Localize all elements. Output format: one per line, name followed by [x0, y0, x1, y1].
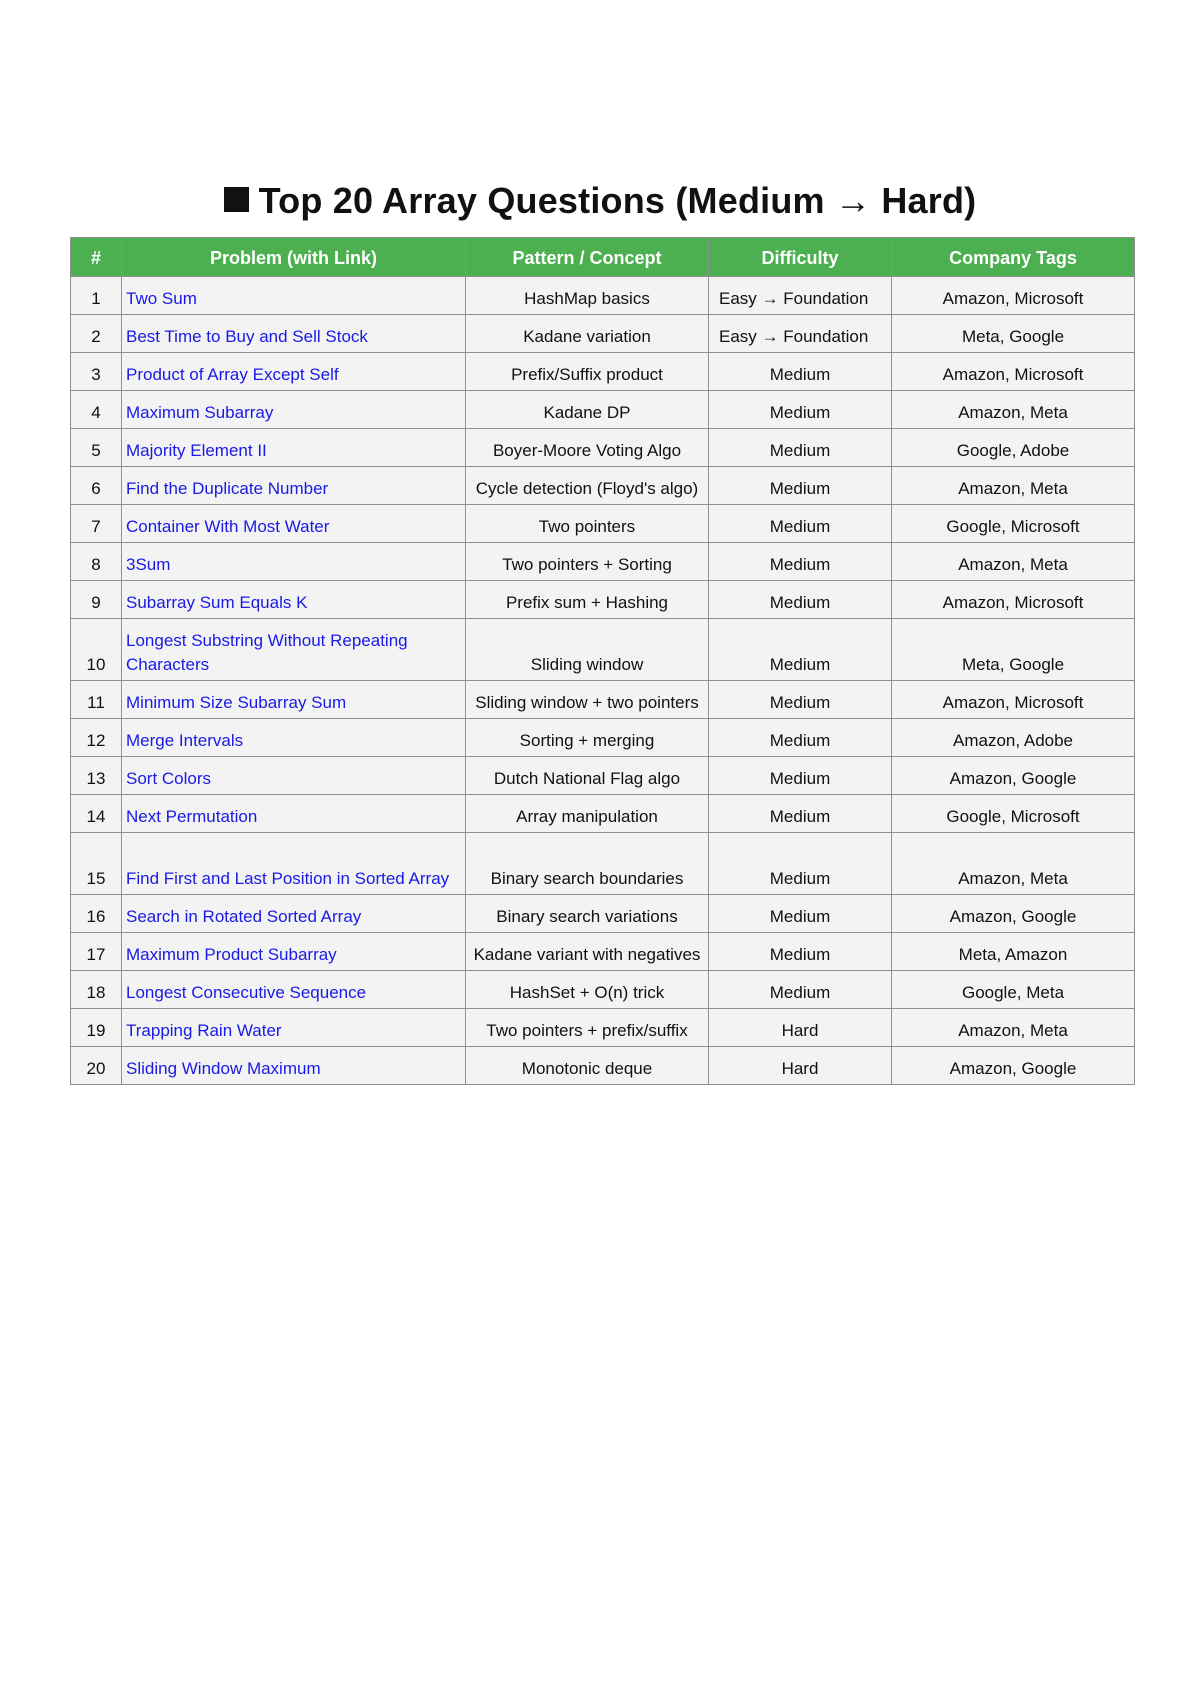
row-number: 19: [71, 1009, 122, 1047]
pattern-cell: Sliding window + two pointers: [466, 681, 709, 719]
header-num: #: [71, 238, 122, 277]
company-tags-cell: Amazon, Microsoft: [892, 277, 1135, 315]
pattern-cell: Kadane variation: [466, 315, 709, 353]
difficulty-cell: Medium: [709, 391, 892, 429]
problem-cell: [122, 315, 466, 353]
company-tags-cell: Amazon, Microsoft: [892, 581, 1135, 619]
problem-link[interactable]: Longest Substring Without Repeating Characters: [126, 631, 408, 674]
table-row: [71, 1009, 1135, 1047]
row-number: 16: [71, 895, 122, 933]
table-row: [71, 933, 1135, 971]
table-row: [71, 1047, 1135, 1085]
row-number: 8: [71, 543, 122, 581]
row-number: 9: [71, 581, 122, 619]
table-row: [71, 353, 1135, 391]
row-number: 12: [71, 719, 122, 757]
header-problem: Problem (with Link): [122, 238, 466, 277]
problem-link[interactable]: Container With Most Water: [126, 517, 330, 536]
row-number: 4: [71, 391, 122, 429]
problem-link[interactable]: Merge Intervals: [126, 731, 244, 750]
company-tags-cell: Amazon, Google: [892, 1047, 1135, 1085]
row-number: 3: [71, 353, 122, 391]
problem-link[interactable]: 3Sum: [126, 555, 171, 574]
table-row: [71, 971, 1135, 1009]
company-tags-cell: Google, Adobe: [892, 429, 1135, 467]
table-row: [71, 719, 1135, 757]
difficulty-cell: Medium: [709, 795, 892, 833]
pattern-cell: Prefix sum + Hashing: [466, 581, 709, 619]
company-tags-cell: Amazon, Meta: [892, 833, 1135, 895]
difficulty-cell: Medium: [709, 971, 892, 1009]
company-tags-cell: Amazon, Adobe: [892, 719, 1135, 757]
row-number: 15: [71, 833, 122, 895]
problem-cell: [122, 543, 466, 581]
difficulty-cell: Easy → Foundation: [709, 315, 892, 353]
difficulty-cell: Medium: [709, 353, 892, 391]
problem-link[interactable]: Longest Consecutive Sequence: [126, 983, 367, 1002]
row-number: 20: [71, 1047, 122, 1085]
difficulty-cell: Medium: [709, 543, 892, 581]
problem-cell: [122, 429, 466, 467]
pattern-cell: Binary search variations: [466, 895, 709, 933]
problem-link[interactable]: Minimum Size Subarray Sum: [126, 693, 347, 712]
table-header-row: [71, 238, 1135, 277]
company-tags-cell: Google, Microsoft: [892, 505, 1135, 543]
problem-cell: [122, 933, 466, 971]
company-tags-cell: Meta, Google: [892, 315, 1135, 353]
problem-cell: [122, 581, 466, 619]
difficulty-cell: Easy → Foundation: [709, 277, 892, 315]
company-tags-cell: Amazon, Microsoft: [892, 681, 1135, 719]
difficulty-cell: Medium: [709, 757, 892, 795]
table-row: [71, 795, 1135, 833]
company-tags-cell: Amazon, Meta: [892, 391, 1135, 429]
table-row: [71, 681, 1135, 719]
problem-cell: [122, 353, 466, 391]
problem-link[interactable]: Find First and Last Position in Sorted Array: [126, 869, 450, 888]
pattern-cell: Binary search boundaries: [466, 833, 709, 895]
difficulty-cell: Medium: [709, 833, 892, 895]
row-number: 1: [71, 277, 122, 315]
problem-link[interactable]: Search in Rotated Sorted Array: [126, 907, 362, 926]
difficulty-cell: Medium: [709, 681, 892, 719]
table-row: [71, 543, 1135, 581]
problem-link[interactable]: Sort Colors: [126, 769, 212, 788]
company-tags-cell: Amazon, Google: [892, 757, 1135, 795]
problem-link[interactable]: Subarray Sum Equals K: [126, 593, 308, 612]
row-number: 2: [71, 315, 122, 353]
table-row: [71, 619, 1135, 681]
difficulty-cell: Medium: [709, 581, 892, 619]
table-row: [71, 467, 1135, 505]
problem-link[interactable]: Majority Element II: [126, 441, 267, 460]
problem-link[interactable]: Maximum Subarray: [126, 403, 274, 422]
header-pattern: Pattern / Concept: [466, 238, 709, 277]
row-number: 18: [71, 971, 122, 1009]
problem-cell: [122, 467, 466, 505]
company-tags-cell: Meta, Google: [892, 619, 1135, 681]
pattern-cell: Sorting + merging: [466, 719, 709, 757]
pattern-cell: Prefix/Suffix product: [466, 353, 709, 391]
problem-link[interactable]: Trapping Rain Water: [126, 1021, 282, 1040]
pattern-cell: Two pointers + prefix/suffix: [466, 1009, 709, 1047]
company-tags-cell: Amazon, Meta: [892, 1009, 1135, 1047]
row-number: 6: [71, 467, 122, 505]
company-tags-cell: Amazon, Microsoft: [892, 353, 1135, 391]
company-tags-cell: Amazon, Meta: [892, 467, 1135, 505]
questions-table: [70, 237, 1135, 1085]
row-number: 10: [71, 619, 122, 681]
header-company: Company Tags: [892, 238, 1135, 277]
pattern-cell: Cycle detection (Floyd's algo): [466, 467, 709, 505]
pattern-cell: Array manipulation: [466, 795, 709, 833]
problem-cell: [122, 895, 466, 933]
problem-cell: [122, 795, 466, 833]
table-row: [71, 757, 1135, 795]
difficulty-cell: Medium: [709, 467, 892, 505]
difficulty-cell: Medium: [709, 895, 892, 933]
table-row: [71, 505, 1135, 543]
black-square-icon: [224, 187, 249, 212]
problem-link[interactable]: Maximum Product Subarray: [126, 945, 337, 964]
table-row: [71, 581, 1135, 619]
pattern-cell: HashMap basics: [466, 277, 709, 315]
difficulty-cell: Medium: [709, 719, 892, 757]
difficulty-cell: Medium: [709, 505, 892, 543]
difficulty-cell: Hard: [709, 1047, 892, 1085]
difficulty-cell: Medium: [709, 619, 892, 681]
row-number: 17: [71, 933, 122, 971]
problem-link[interactable]: Product of Array Except Self: [126, 365, 339, 384]
problem-cell: [122, 619, 466, 681]
problem-link[interactable]: Best Time to Buy and Sell Stock: [126, 327, 368, 346]
page-title-text: Top 20 Array Questions (Medium → Hard): [258, 180, 977, 222]
page-title: [0, 180, 1200, 222]
difficulty-cell: Hard: [709, 1009, 892, 1047]
company-tags-cell: Meta, Amazon: [892, 933, 1135, 971]
table-row: [71, 277, 1135, 315]
problem-cell: [122, 391, 466, 429]
problem-cell: [122, 719, 466, 757]
pattern-cell: Two pointers: [466, 505, 709, 543]
company-tags-cell: Amazon, Meta: [892, 543, 1135, 581]
problem-link[interactable]: Next Permutation: [126, 807, 258, 826]
pattern-cell: Boyer-Moore Voting Algo: [466, 429, 709, 467]
header-difficulty: Difficulty: [709, 238, 892, 277]
problem-cell: [122, 681, 466, 719]
row-number: 13: [71, 757, 122, 795]
row-number: 11: [71, 681, 122, 719]
difficulty-cell: Medium: [709, 429, 892, 467]
problem-link[interactable]: Two Sum: [126, 289, 197, 308]
problem-cell: [122, 757, 466, 795]
row-number: 5: [71, 429, 122, 467]
problem-link[interactable]: Find the Duplicate Number: [126, 479, 329, 498]
table-row: [71, 391, 1135, 429]
problem-cell: [122, 971, 466, 1009]
company-tags-cell: Google, Microsoft: [892, 795, 1135, 833]
company-tags-cell: Google, Meta: [892, 971, 1135, 1009]
problem-cell: [122, 505, 466, 543]
problem-cell: [122, 277, 466, 315]
problem-cell: [122, 1047, 466, 1085]
pattern-cell: HashSet + O(n) trick: [466, 971, 709, 1009]
table-body: [71, 277, 1135, 1085]
difficulty-cell: Medium: [709, 933, 892, 971]
table-row: [71, 833, 1135, 895]
problem-cell: [122, 833, 466, 895]
table-row: [71, 315, 1135, 353]
company-tags-cell: Amazon, Google: [892, 895, 1135, 933]
pattern-cell: Kadane variant with negatives: [466, 933, 709, 971]
pattern-cell: Sliding window: [466, 619, 709, 681]
row-number: 7: [71, 505, 122, 543]
table-row: [71, 429, 1135, 467]
problem-link[interactable]: Sliding Window Maximum: [126, 1059, 321, 1078]
problem-cell: [122, 1009, 466, 1047]
row-number: 14: [71, 795, 122, 833]
pattern-cell: Two pointers + Sorting: [466, 543, 709, 581]
pattern-cell: Kadane DP: [466, 391, 709, 429]
pattern-cell: Dutch National Flag algo: [466, 757, 709, 795]
table-row: [71, 895, 1135, 933]
pattern-cell: Monotonic deque: [466, 1047, 709, 1085]
